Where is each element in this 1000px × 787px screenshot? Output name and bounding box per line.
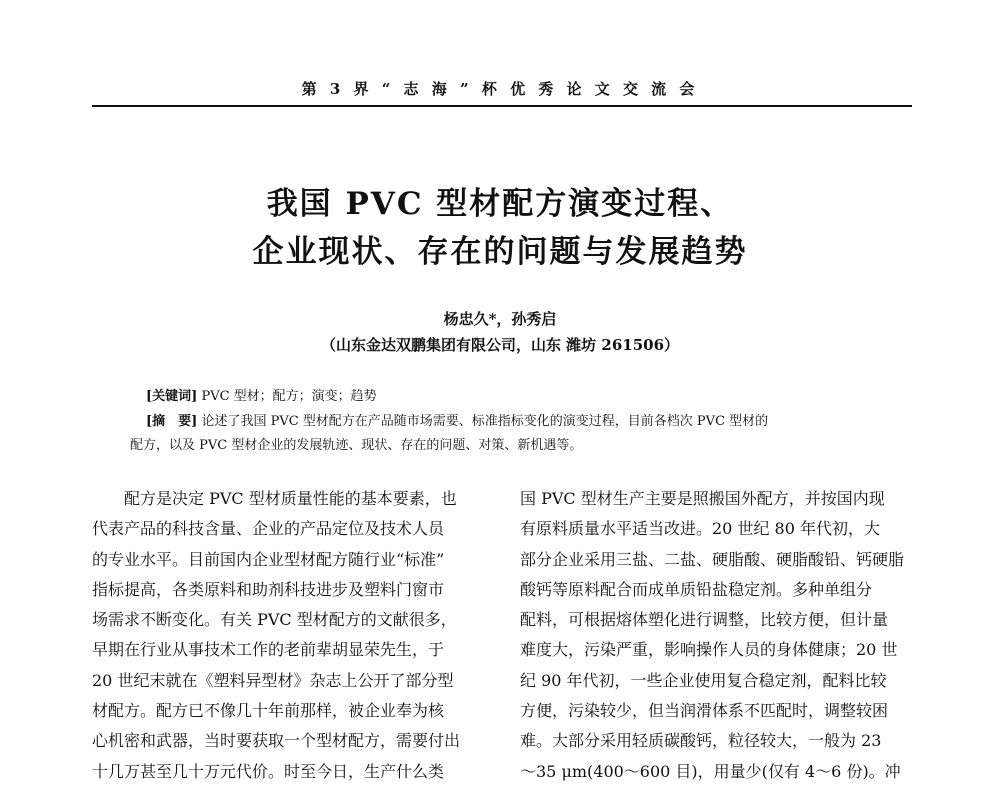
body-column-left: [92, 484, 494, 787]
body-line: 纪 90 年代初，一些企业使用复合稳定剂，配料比较: [520, 670, 887, 690]
header-rule: [92, 105, 912, 107]
body-line: 有原料质量水平适当改进。20 世纪 80 年代初，大: [520, 519, 880, 539]
body-line: 方便，污染较少，但当润滑体系不匹配时，调整较困: [520, 701, 889, 721]
keywords-label: [关键词]: [146, 389, 198, 404]
body-line: 的专业水平。目前国内企业型材配方随行业“标准”: [92, 549, 445, 569]
title-line-2: 企业现状、存在的问题与发展趋势: [252, 234, 748, 270]
body-line: 20 世纪末就在《塑料异型材》杂志上公开了部分型: [92, 670, 454, 690]
title-line-1: 我国 PVC 型材配方演变过程、: [266, 186, 734, 222]
abstract-line-1: [146, 410, 926, 434]
body-line: 国 PVC 型材生产主要是照搬国外配方，并按国内现: [520, 489, 885, 508]
body-line: 指标提高，各类原料和助剂科技进步及塑料门窗市: [92, 579, 445, 599]
authors: 杨忠久*，孙秀启: [443, 310, 557, 328]
paper-title: [80, 180, 920, 276]
body-column-right: [520, 484, 922, 787]
abstract-label: [摘 要]: [146, 414, 198, 429]
body-line: 十几万甚至几十万元代价。时至今日，生产什么类: [92, 761, 445, 781]
abstract: [130, 410, 926, 458]
conference-header: 第 3 界 “ 志 海 ” 杯 优 秀 论 文 交 流 会: [301, 80, 699, 98]
keywords: [146, 385, 926, 404]
body-line: 代表产品的科技含量、企业的产品定位及技术人员: [92, 519, 445, 539]
body-line: 难。大部分采用轻质碳酸钙，粒径较大，一般为 23: [520, 731, 882, 751]
body-line: ～35 μm(400～600 目)，用量少(仅有 4～6 份)。冲: [520, 761, 901, 781]
abstract-text-1: 论述了我国 PVC 型材配方在产品随市场需要、标准指标变化的演变过程，目前各档次 PVC 型材的: [201, 414, 769, 429]
body-line: 配料，可根据熔体塑化进行调整，比较方便，但计量: [520, 610, 889, 630]
body-line: 心机密和武器，当时要获取一个型材配方，需要付出: [92, 731, 461, 751]
body-line: 场需求不断变化。有关 PVC 型材配方的文献很多，: [92, 610, 457, 630]
body-line: 部分企业采用三盐、二盐、硬脂酸、硬脂酸铅、钙硬脂: [520, 549, 905, 569]
body-line: 材配方。配方已不像几十年前那样，被企业奉为核: [92, 701, 445, 721]
abstract-line-2: 配方，以及 PVC 型材企业的发展轨迹、现状、存在的问题、对策、新机遇等。: [130, 438, 583, 453]
body-line: 早期在行业从事技术工作的老前辈胡显荣先生，于: [92, 640, 445, 660]
keywords-text: PVC 型材；配方；演变；趋势: [201, 389, 377, 404]
body-line: 配方是决定 PVC 型材质量性能的基本要素，也: [124, 489, 457, 508]
body-line: 酸钙等原料配合而成单质铅盐稳定剂。多种单组分: [520, 579, 873, 599]
affiliation: （山东金达双鹏集团有限公司，山东 潍坊 261506）: [320, 336, 680, 354]
body-line: 难度大，污染严重，影响操作人员的身体健康；20 世: [520, 640, 898, 660]
